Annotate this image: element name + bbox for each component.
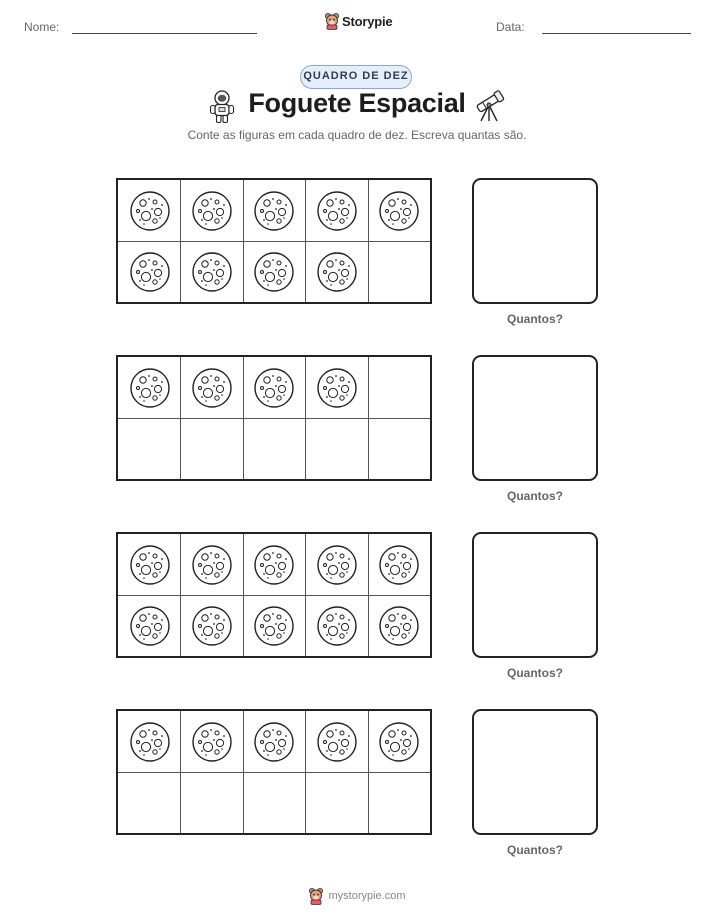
moon-icon: [378, 721, 420, 763]
ten-frame-cell: [243, 534, 306, 595]
bear-icon: [324, 12, 340, 30]
ten-frame-cell: [243, 241, 306, 302]
worksheet-header: [0, 0, 714, 50]
moon-icon: [129, 544, 171, 586]
ten-frame-cell: [368, 180, 431, 241]
moon-icon: [253, 544, 295, 586]
moon-icon: [253, 190, 295, 232]
ten-frame-cell: [305, 772, 368, 833]
date-line[interactable]: [542, 33, 691, 34]
brand-logo: [324, 12, 392, 30]
moon-icon: [316, 605, 358, 647]
ten-frame-cell: [243, 595, 306, 656]
name-label: Nome:: [24, 20, 60, 34]
ten-frame: [116, 355, 432, 481]
ten-frame-cell: [243, 772, 306, 833]
moon-icon: [316, 190, 358, 232]
ten-frame-cell: [180, 241, 243, 302]
ten-frame-cell: [368, 772, 431, 833]
ten-frame-cell: [118, 418, 181, 479]
moon-icon: [129, 721, 171, 763]
ten-frame-cell: [180, 711, 243, 772]
moon-icon: [191, 190, 233, 232]
moon-icon: [253, 251, 295, 293]
ten-frame-cell: [118, 534, 181, 595]
answer-label: Quantos?: [507, 312, 563, 326]
ten-frame-cell: [180, 180, 243, 241]
ten-frame-cell: [305, 241, 368, 302]
answer-label: Quantos?: [507, 843, 563, 857]
ten-frame-cell: [305, 418, 368, 479]
moon-icon: [191, 367, 233, 409]
ten-frame-cell: [118, 772, 181, 833]
ten-frame-cell: [118, 595, 181, 656]
bear-icon: [308, 887, 324, 905]
ten-frame-cell: [368, 418, 431, 479]
ten-frame-cell: [180, 534, 243, 595]
ten-frame-cell: [118, 357, 181, 418]
ten-frame-cell: [368, 357, 431, 418]
ten-frame-cell: [368, 534, 431, 595]
ten-frame-cell: [118, 241, 181, 302]
moon-icon: [253, 605, 295, 647]
moon-icon: [191, 605, 233, 647]
ten-frame-cell: [368, 595, 431, 656]
ten-frame-cell: [243, 711, 306, 772]
brand-name: Storypie: [342, 13, 393, 29]
moon-icon: [378, 190, 420, 232]
ten-frame-cell: [305, 534, 368, 595]
ten-frame-cell: [243, 357, 306, 418]
moon-icon: [316, 367, 358, 409]
ten-frame-cell: [305, 357, 368, 418]
moon-icon: [191, 544, 233, 586]
ten-frame-cell: [180, 357, 243, 418]
moon-icon: [129, 190, 171, 232]
ten-frame-cell: [305, 180, 368, 241]
moon-icon: [191, 251, 233, 293]
answer-label: Quantos?: [507, 666, 563, 680]
ten-frame-cell: [305, 595, 368, 656]
moon-icon: [316, 544, 358, 586]
moon-icon: [253, 367, 295, 409]
ten-frame-cell: [180, 772, 243, 833]
ten-frame-cell: [368, 241, 431, 302]
answer-label: Quantos?: [507, 489, 563, 503]
footer-url[interactable]: mystorypie.com: [328, 890, 406, 902]
ten-frame: [116, 532, 432, 658]
moon-icon: [129, 605, 171, 647]
name-line[interactable]: [72, 33, 257, 34]
moon-icon: [316, 251, 358, 293]
answer-box[interactable]: [472, 355, 598, 481]
moon-icon: [129, 251, 171, 293]
moon-icon: [378, 544, 420, 586]
ten-frame-cell: [118, 180, 181, 241]
instructions: Conte as figuras em cada quadro de dez. Escreva quantas são.: [187, 128, 527, 142]
footer: [0, 887, 714, 905]
moon-icon: [191, 721, 233, 763]
worksheet-type-badge: QUADRO DE DEZ: [300, 65, 412, 89]
telescope-icon: [473, 89, 507, 123]
date-label: Data:: [496, 20, 525, 34]
ten-frame-cell: [243, 180, 306, 241]
ten-frame-cell: [180, 595, 243, 656]
ten-frame-cell: [368, 711, 431, 772]
moon-icon: [316, 721, 358, 763]
ten-frame-cell: [118, 711, 181, 772]
ten-frame: [116, 709, 432, 835]
moon-icon: [129, 367, 171, 409]
answer-box[interactable]: [472, 709, 598, 835]
answer-box[interactable]: [472, 178, 598, 304]
ten-frame-cell: [180, 418, 243, 479]
moon-icon: [378, 605, 420, 647]
ten-frame: [116, 178, 432, 304]
ten-frame-cell: [305, 711, 368, 772]
answer-box[interactable]: [472, 532, 598, 658]
page-title: Foguete Espacial: [248, 88, 466, 118]
moon-icon: [253, 721, 295, 763]
ten-frame-cell: [243, 418, 306, 479]
